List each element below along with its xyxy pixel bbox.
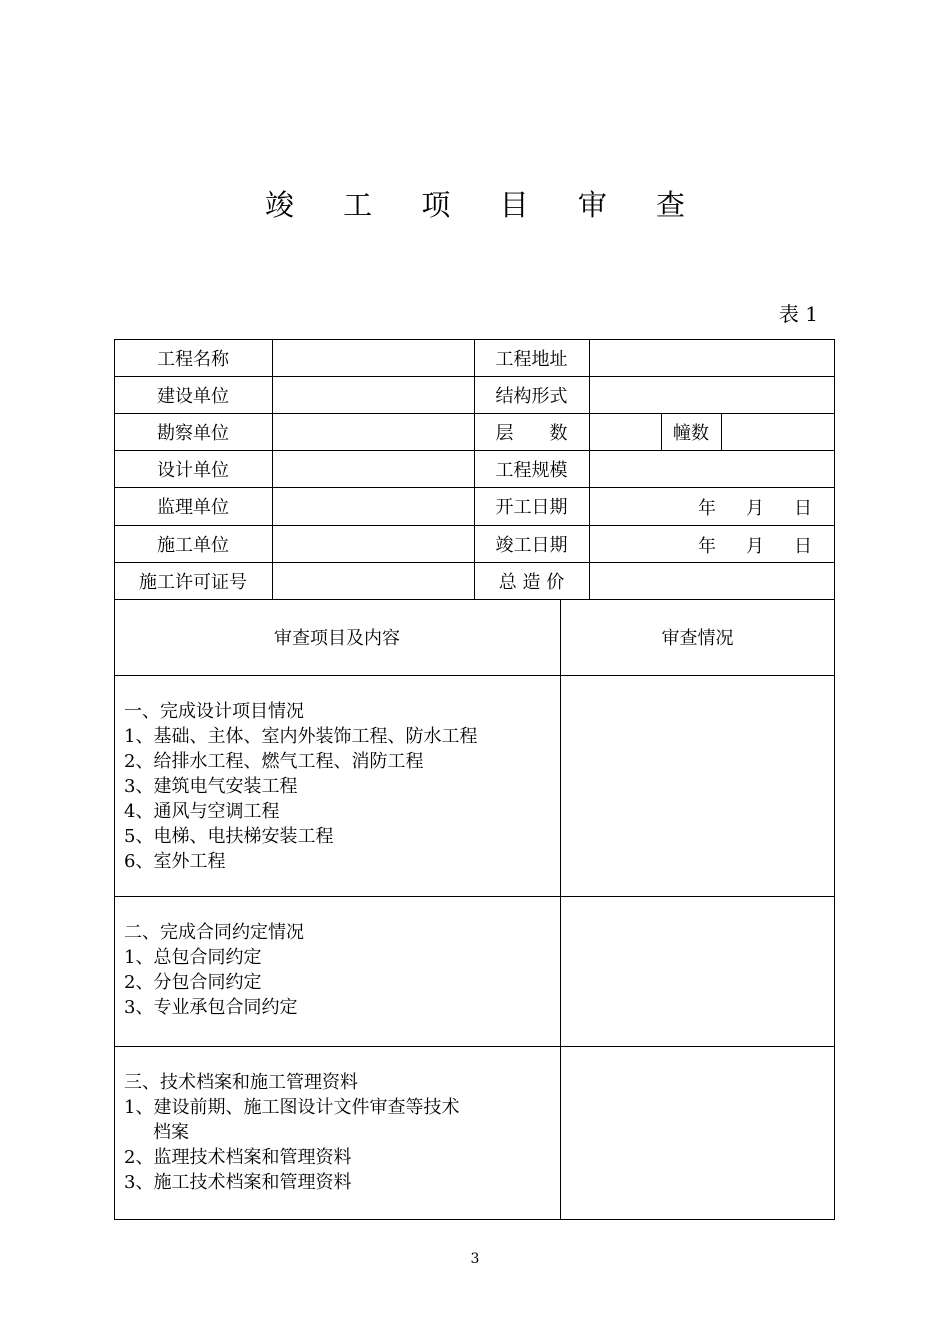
completion-date-month: 月 bbox=[746, 536, 764, 557]
table-rule bbox=[589, 339, 590, 600]
label-permit-no: 施工许可证号 bbox=[139, 571, 247, 593]
list-item: 2、监理技术档案和管理资料 bbox=[124, 1147, 352, 1168]
table-rule bbox=[114, 1046, 835, 1047]
header-review-items: 审查项目及内容 bbox=[274, 628, 400, 649]
label-start-date: 开工日期 bbox=[495, 497, 568, 518]
label-total-cost: 总 造 价 bbox=[498, 571, 565, 593]
start-date-month: 月 bbox=[746, 498, 764, 519]
label-structure-type: 结构形式 bbox=[495, 385, 568, 407]
page-number: 3 bbox=[470, 1251, 480, 1267]
label-construction-unit: 建设单位 bbox=[157, 385, 229, 407]
label-builder-unit: 施工单位 bbox=[157, 534, 229, 556]
list-item: 2、分包合同约定 bbox=[124, 972, 262, 993]
page-title: 竣 工 项 目 审 查 bbox=[264, 188, 706, 222]
label-project-scale: 工程规模 bbox=[495, 459, 568, 481]
table-rule bbox=[721, 413, 722, 450]
table-rule bbox=[272, 339, 273, 600]
section-heading: 三、技术档案和施工管理资料 bbox=[124, 1072, 358, 1093]
label-design-unit: 设计单位 bbox=[157, 459, 229, 481]
list-item: 1、建设前期、施工图设计文件审查等技术 bbox=[124, 1097, 460, 1118]
list-item-continuation: 档案 bbox=[153, 1122, 189, 1143]
section-heading: 一、完成设计项目情况 bbox=[124, 701, 304, 722]
list-item: 3、施工技术档案和管理资料 bbox=[124, 1172, 352, 1193]
header-review-status: 审查情况 bbox=[661, 628, 734, 649]
completion-date-year: 年 bbox=[698, 536, 716, 557]
table-rule bbox=[560, 599, 561, 1220]
list-item: 4、通风与空调工程 bbox=[124, 801, 280, 822]
list-item: 3、建筑电气安装工程 bbox=[124, 776, 298, 797]
start-date-day: 日 bbox=[794, 498, 812, 519]
completion-date-day: 日 bbox=[794, 536, 812, 557]
table-number: 表 1 bbox=[778, 302, 818, 326]
start-date-year: 年 bbox=[698, 498, 716, 519]
label-survey-unit: 勘察单位 bbox=[157, 422, 229, 444]
list-item: 1、基础、主体、室内外装饰工程、防水工程 bbox=[124, 726, 478, 747]
list-item: 5、电梯、电扶梯安装工程 bbox=[124, 826, 334, 847]
label-floors: 层 数 bbox=[495, 422, 568, 444]
label-project-name: 工程名称 bbox=[157, 348, 229, 370]
review-section-contract bbox=[124, 920, 304, 1020]
list-item: 1、总包合同约定 bbox=[124, 947, 262, 968]
table-rule bbox=[114, 675, 835, 676]
list-item: 3、专业承包合同约定 bbox=[124, 997, 298, 1018]
list-item: 2、给排水工程、燃气工程、消防工程 bbox=[124, 751, 424, 772]
table-rule bbox=[114, 896, 835, 897]
review-section-archives bbox=[124, 1070, 459, 1195]
label-buildings: 幢数 bbox=[673, 422, 709, 444]
label-completion-date: 竣工日期 bbox=[495, 534, 568, 556]
section-heading: 二、完成合同约定情况 bbox=[124, 922, 304, 943]
review-section-design bbox=[124, 699, 477, 874]
list-item: 6、室外工程 bbox=[124, 851, 226, 872]
label-supervision-unit: 监理单位 bbox=[157, 497, 229, 518]
label-project-address: 工程地址 bbox=[495, 348, 568, 370]
